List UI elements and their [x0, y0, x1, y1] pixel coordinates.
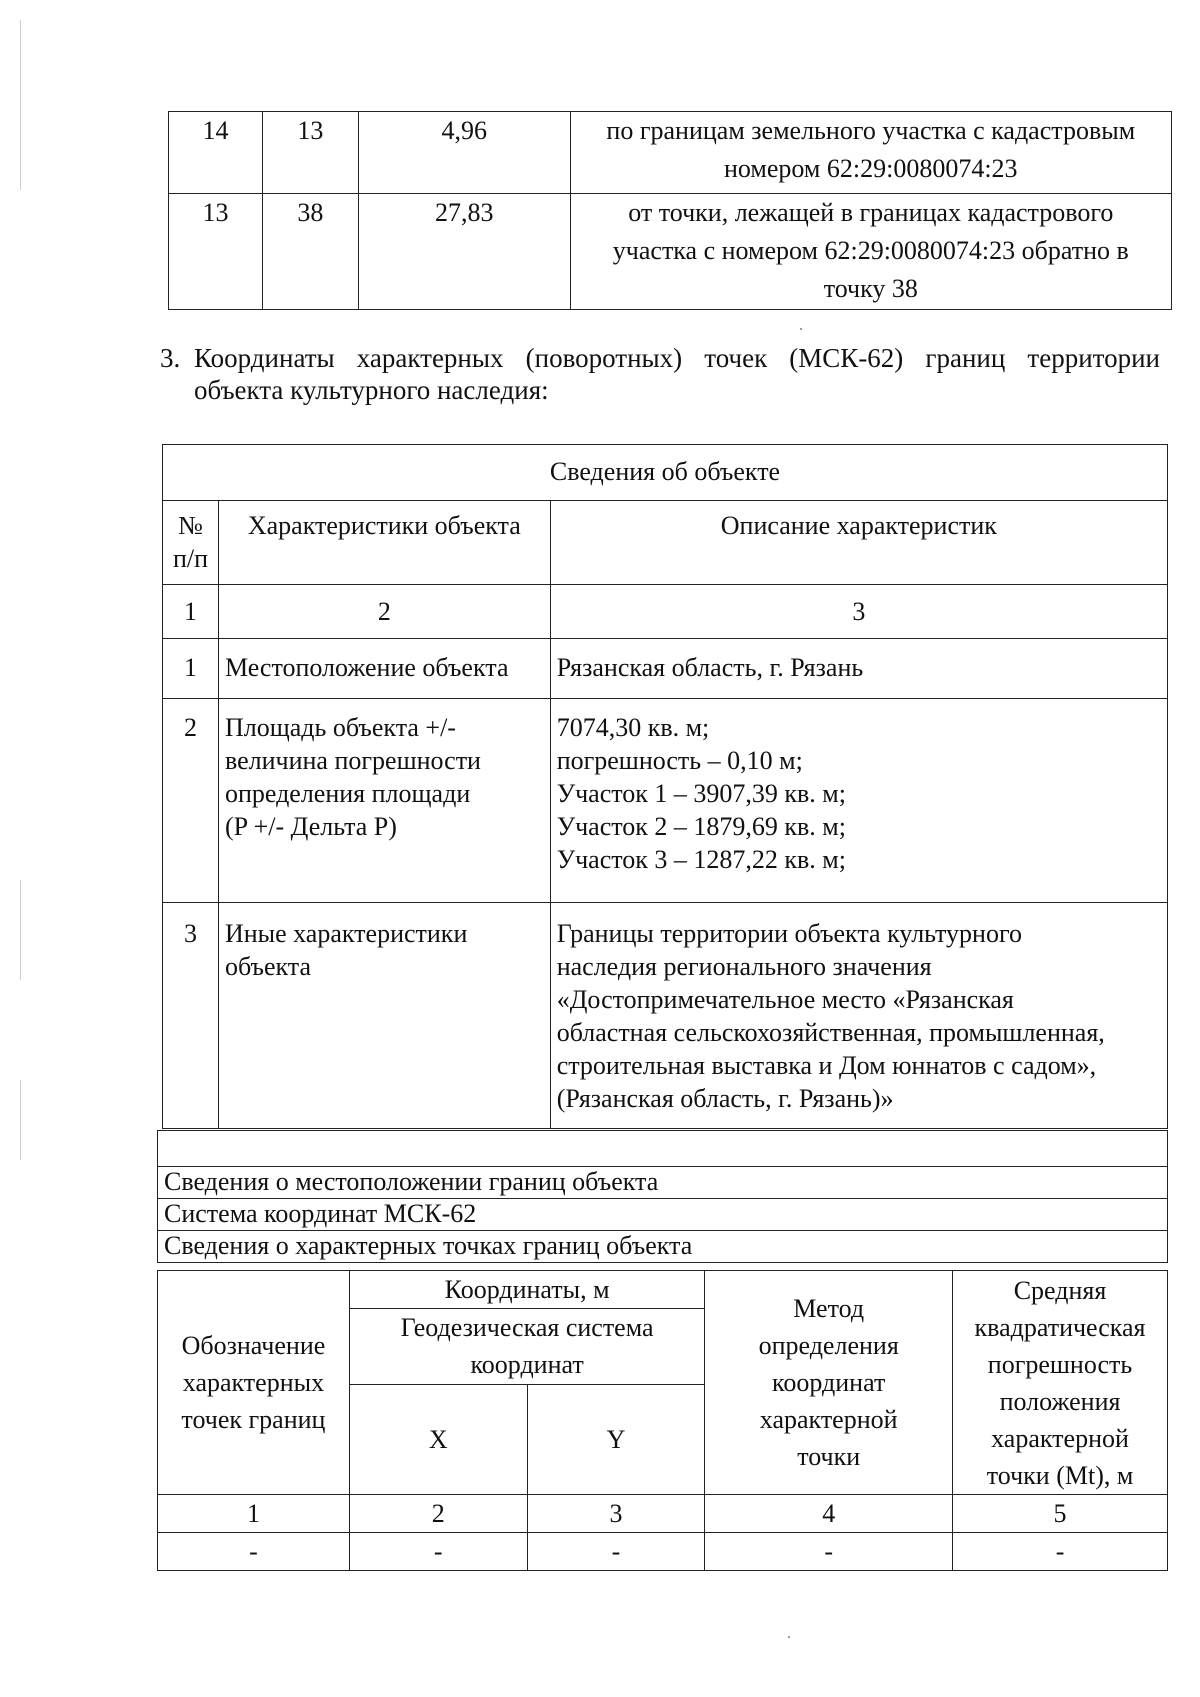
header-method: Метод определения координат характерной точки [705, 1271, 953, 1495]
points-title: Сведения о характерных точках границ объекта [158, 1231, 1168, 1263]
point-to: 13 [262, 112, 358, 194]
point-method: - [705, 1533, 953, 1571]
row-characteristic: Местоположение объекта [218, 639, 550, 699]
header-designation: Обозначение характерных точек границ [158, 1271, 350, 1495]
section-number: 3. [160, 343, 181, 373]
header-description: Описание характеристик [550, 501, 1167, 585]
point-to: 38 [262, 194, 358, 310]
row-number: 3 [163, 903, 219, 1129]
row-description: 7074,30 кв. м; погрешность – 0,10 м; Участок 1 – 3907,39 кв. м; Участок 2 – 1879,69 кв. м; Участок 3 – 1287,22 кв. м; [550, 699, 1167, 903]
boundary-info-table [157, 1130, 1168, 1263]
point-from: 13 [169, 194, 263, 310]
col-number: 3 [550, 585, 1167, 639]
table-row [158, 1533, 1168, 1571]
table-row [169, 194, 1172, 310]
segment-length: 27,83 [358, 194, 570, 310]
table-title-row [163, 445, 1168, 501]
scan-speck [788, 1636, 790, 1638]
row-number: 2 [163, 699, 219, 903]
empty-row [158, 1131, 1168, 1167]
point-x: - [349, 1533, 527, 1571]
column-numbers-row [158, 1495, 1168, 1533]
table-row [163, 903, 1168, 1129]
segment-length: 4,96 [358, 112, 570, 194]
section-3-paragraph [160, 342, 1160, 406]
point-designation: - [158, 1533, 350, 1571]
coord-system: Система координат МСК-62 [158, 1199, 1168, 1231]
segment-description: от точки, лежащей в границах кадастрового участка с номером 62:29:0080074:23 обратно в точку 38 [570, 194, 1171, 310]
scan-speck [800, 328, 802, 330]
col-number: 1 [158, 1495, 350, 1533]
col-number: 2 [349, 1495, 527, 1533]
header-num: № п/п [163, 501, 219, 585]
col-number: 3 [527, 1495, 705, 1533]
row-characteristic: Площадь объекта +/- величина погрешности определения площади (P +/- Дельта P) [218, 699, 550, 903]
row-description: Рязанская область, г. Рязань [550, 639, 1167, 699]
segments-table [168, 111, 1172, 310]
header-characteristics: Характеристики объекта [218, 501, 550, 585]
column-numbers-row [163, 585, 1168, 639]
points-title-row [158, 1231, 1168, 1263]
points-table [157, 1270, 1168, 1571]
empty-cell [158, 1131, 1168, 1167]
table-title: Сведения об объекте [163, 445, 1168, 501]
table-row [163, 699, 1168, 903]
scan-edge-line [20, 20, 21, 190]
point-from: 14 [169, 112, 263, 194]
col-number: 2 [218, 585, 550, 639]
table-row [169, 112, 1172, 194]
header-row [158, 1271, 1168, 1309]
row-characteristic: Иные характеристики объекта [218, 903, 550, 1129]
header-y: Y [527, 1385, 705, 1495]
header-coordinates: Координаты, м [349, 1271, 704, 1309]
point-y: - [527, 1533, 705, 1571]
row-description: Границы территории объекта культурного наследия регионального значения «Достопримечательное место «Рязанская областная сельскохозяйственная, промышленная, строительная выставка и Дом юннатов с садом», (Рязанская область, г. Рязань)» [550, 903, 1167, 1129]
col-number: 5 [953, 1495, 1168, 1533]
header-x: X [349, 1385, 527, 1495]
header-error: Средняя квадратическая погрешность положения характерной точки (Mt), м [953, 1271, 1168, 1495]
location-title: Сведения о местоположении границ объекта [158, 1167, 1168, 1199]
point-error: - [953, 1533, 1168, 1571]
col-number: 4 [705, 1495, 953, 1533]
table-row [163, 639, 1168, 699]
section-text: Координаты характерных (поворотных) точек (МСК-62) границ территории объекта культурного наследия: [194, 343, 1160, 405]
scan-edge-line [20, 880, 21, 980]
row-number: 1 [163, 639, 219, 699]
location-title-row [158, 1167, 1168, 1199]
table-header-row [163, 501, 1168, 585]
object-info-table [162, 444, 1168, 1129]
col-number: 1 [163, 585, 219, 639]
segment-description: по границам земельного участка с кадастровым номером 62:29:0080074:23 [570, 112, 1171, 194]
header-geodetic-system: Геодезическая система координат [349, 1309, 704, 1385]
coord-system-row [158, 1199, 1168, 1231]
scan-edge-line [20, 1080, 21, 1160]
